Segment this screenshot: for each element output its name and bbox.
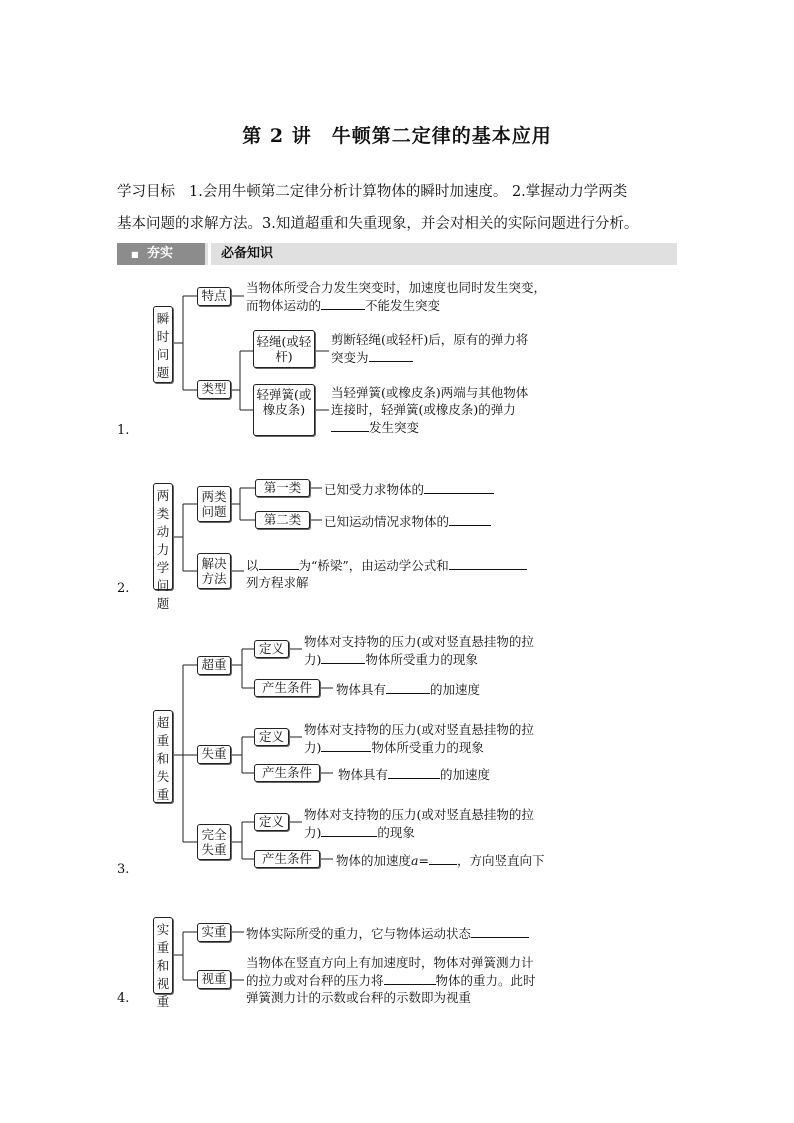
item-number-2: 2. [117, 581, 130, 596]
weightless-def-text [304, 721, 534, 756]
complete-cond-b: ，方向竖直向下 [456, 853, 545, 868]
weightless-cond-text [338, 765, 490, 783]
blank [388, 765, 440, 779]
solution-box: 解决方法 [197, 553, 231, 589]
complete-cond-box: 产生条件 [254, 850, 320, 868]
overweight-cond-text [336, 680, 480, 698]
item-number-4: 4. [117, 991, 130, 1006]
feature-line1: 当物体所受合力发生突变时，加速度也同时发生突变， [246, 280, 547, 295]
weightless-def-line2a: 力) [304, 740, 322, 755]
first-type-line: 已知受力求物体的 [324, 482, 425, 497]
complete-cond-a: 物体的加速度 [336, 853, 412, 868]
weightless-def-line1: 物体对支持物的压力(或对竖直悬挂物的拉 [304, 722, 534, 737]
blank [424, 480, 494, 494]
apparent-line2b: 物体的重力。此时 [435, 973, 536, 988]
feature-line2 [246, 296, 546, 314]
section-tag: ■ 夯实 [117, 243, 205, 265]
feature-box: 特点 [197, 287, 231, 306]
spring-text [331, 384, 528, 436]
second-type-box: 第二类 [255, 511, 310, 529]
first-type-box: 第一类 [255, 479, 310, 497]
goals-label: 学习目标 [117, 184, 175, 200]
rope-line2a: 突变为 [331, 350, 369, 365]
blank [449, 512, 491, 526]
complete-cond-text [336, 851, 544, 869]
apparent-line2a: 的拉力或对台秤的压力将 [246, 973, 384, 988]
blank [471, 924, 529, 938]
complete-cond-var: a [411, 853, 419, 868]
overweight-cond-a: 物体具有 [336, 682, 387, 697]
real-weight-line: 物体实际所受的重力，它与物体运动状态 [246, 926, 472, 941]
blank [449, 556, 527, 570]
complete-cond-eq: = [418, 853, 429, 868]
goals-line2: 基本问题的求解方法。3.知道超重和失重现象，并会对相关的实际问题进行分析。 [117, 216, 639, 232]
solution-line2: 列方程求解 [246, 575, 309, 590]
rope-box: 轻绳(或轻杆) [253, 330, 315, 368]
solution-text [246, 556, 527, 591]
solution-line1a: 以 [246, 558, 259, 573]
blank [321, 650, 365, 664]
blank [321, 296, 365, 310]
real-weight-box: 实重 [197, 923, 231, 942]
apparent-line3: 弹簧测力计的示数或台秤的示数即为视重 [246, 990, 472, 1005]
apparent-line1: 当物体在竖直方向上有加速度时，物体对弹簧测力计 [246, 955, 534, 970]
apparent-weight-text [246, 954, 536, 1006]
item-number-3: 3. [117, 862, 130, 877]
spring-line3a: 发生突变 [369, 420, 420, 435]
solution-line1b: 为“桥梁”，由运动学公式和 [298, 558, 449, 573]
feature-text [246, 279, 546, 314]
weightless-def-line2b: 物体所受重力的现象 [371, 740, 484, 755]
weightless-def-line2 [304, 738, 534, 756]
weightless-cond-b: 的加速度 [440, 767, 491, 782]
overweight-box: 超重 [197, 656, 231, 675]
feature-line2b: 不能发生突变 [365, 298, 441, 313]
page-title: 第 2 讲 牛顿第二定律的基本应用 [242, 125, 552, 147]
apparent-line2 [246, 971, 536, 989]
complete-weightless-box: 完全失重 [197, 824, 231, 860]
second-type-text [324, 512, 491, 530]
blank [386, 680, 430, 694]
blank [321, 823, 377, 837]
blank [331, 418, 369, 432]
overweight-cond-b: 的加速度 [430, 682, 481, 697]
blank [429, 851, 457, 865]
real-apparent-root: 实重和视重 [153, 917, 173, 994]
overweight-def-line2b: 物体所受重力的现象 [365, 652, 478, 667]
complete-def-line1: 物体对支持物的压力(或对竖直悬挂物的拉 [304, 807, 534, 822]
type-box: 类型 [197, 380, 231, 399]
blank [384, 971, 436, 985]
overweight-root: 超重和失重 [153, 710, 173, 803]
goals-line1: 1.会用牛顿第二定律分析计算物体的瞬时加速度。 2.掌握动力学两类 [189, 184, 628, 200]
overweight-def-line1: 物体对支持物的压力(或对竖直悬挂物的拉 [304, 634, 534, 649]
complete-def-box: 定义 [254, 813, 289, 831]
spring-line3 [331, 418, 528, 436]
overweight-def-line2 [304, 650, 534, 668]
weightless-box: 失重 [197, 745, 231, 764]
complete-def-text [304, 806, 534, 841]
blank [321, 738, 371, 752]
two-problems-root: 两类动力学问题 [153, 483, 173, 590]
real-weight-text [246, 924, 529, 942]
weightless-def-box: 定义 [254, 728, 289, 746]
overweight-def-line2a: 力) [304, 652, 322, 667]
two-types-box: 两类问题 [197, 486, 231, 522]
rope-line2 [331, 348, 528, 366]
rope-line1: 剪断轻绳(或轻杆)后，原有的弹力将 [331, 332, 529, 347]
apparent-weight-box: 视重 [197, 970, 231, 989]
solution-line1 [246, 556, 527, 574]
rope-text [331, 331, 528, 366]
item-number-1: 1. [117, 423, 130, 438]
blank [369, 348, 413, 362]
blank [259, 556, 299, 570]
overweight-def-box: 定义 [254, 640, 289, 658]
spring-box: 轻弹簧(或橡皮条) [253, 384, 315, 436]
complete-def-line2 [304, 823, 534, 841]
overweight-cond-box: 产生条件 [254, 679, 320, 697]
spring-line2: 连接时，轻弹簧(或橡皮条)的弹力 [331, 402, 516, 417]
first-type-text [324, 480, 494, 498]
instant-problem-root: 瞬时问题 [153, 306, 173, 383]
overweight-def-text [304, 633, 534, 668]
weightless-cond-box: 产生条件 [254, 764, 320, 782]
complete-def-line2b: 的现象 [377, 825, 415, 840]
complete-def-line2a: 力) [304, 825, 322, 840]
spring-line1: 当轻弹簧(或橡皮条)两端与其他物体 [331, 385, 529, 400]
section-title: 必备知识 [221, 246, 274, 261]
second-type-line: 已知运动情况求物体的 [324, 514, 450, 529]
weightless-cond-a: 物体具有 [338, 767, 389, 782]
feature-line2a: 而物体运动的 [246, 298, 322, 313]
